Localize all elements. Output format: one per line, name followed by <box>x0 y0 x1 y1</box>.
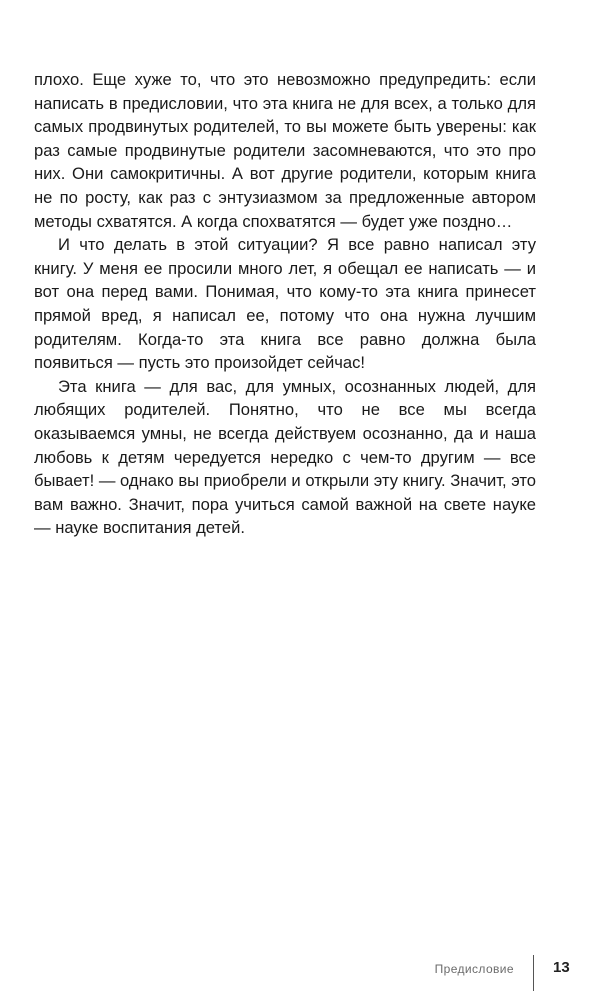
page-number: 13 <box>553 959 570 976</box>
page-footer <box>0 955 600 995</box>
paragraph-1: плохо. Еще хуже то, что это невозможно предупредить: если написать в предисловии, что эта книга не для всех, а только для самых продвинутых родителей, то вы можете быть уверены: как раз самые продвинутые родители засомневаются, что это про них. Они самокритичны. А вот другие родители, которым книга не по росту, как раз с энтузиазмом за предложенные автором методы схватятся. А когда спохватятся — будет уже поздно… <box>34 70 536 231</box>
body-text <box>34 68 536 540</box>
footer-divider <box>533 955 534 991</box>
running-footer-section-title: Предисловие <box>434 962 514 976</box>
paragraph-2: И что делать в этой ситуации? Я все равно написал эту книгу. У меня ее просили много лет, я обещал ее написать — и вот она перед вами. Понимая, что кому-то эта книга принесет прямой вред, я написал ее, потому что она нужна лучшим родителям. Когда-то эта книга все равно должна была появиться — пусть это произойдет сейчас! <box>34 235 536 373</box>
paragraph-3: Эта книга — для вас, для умных, осознанных людей, для любящих родителей. Понятно, что не все мы всегда оказываемся умны, не всегда действуем осознанно, да и наша любовь к детям чередуется нередко с чем-то другим — все бывает! — однако вы приобрели и открыли эту книгу. Значит, это вам важно. Значит, пора учиться самой важной на свете науке — науке воспитания детей. <box>34 376 536 538</box>
